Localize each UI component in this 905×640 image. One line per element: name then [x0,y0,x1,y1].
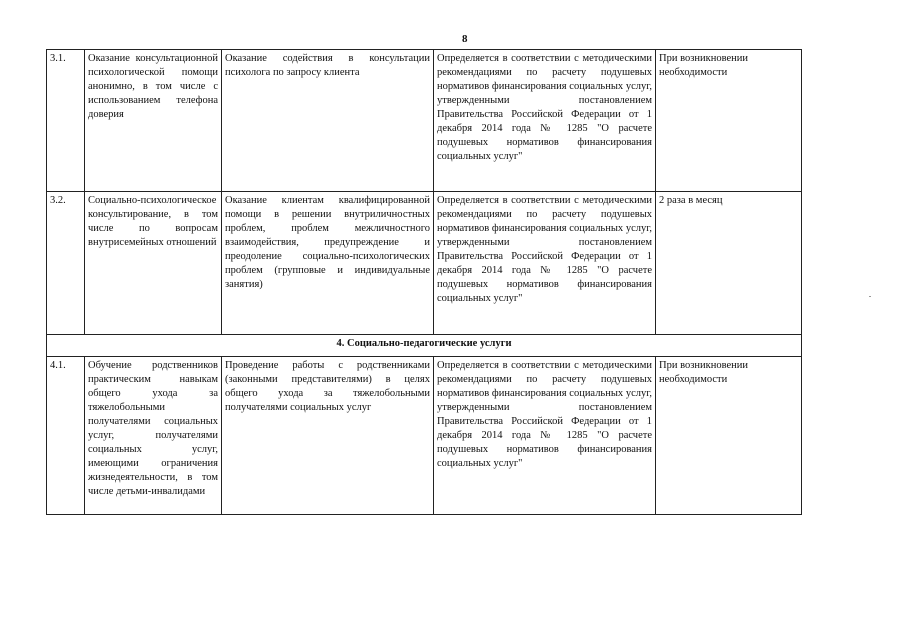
service-name: Оказание консультационной психологической помощи анонимно, в том числе с использованием телефона доверия [85,50,222,192]
service-period: При возникновении необходимости [656,357,802,515]
service-content: Оказание содействия в консультации психолога по запросу клиента [222,50,434,192]
service-content: Оказание клиентам квалифицированной помощи в решении внутриличностных проблем, проблем межличностного взаимодействия, предупреждение и преодоление социально-психологических проблем (групповые и индивидуальные занятия) [222,192,434,335]
row-number: 4.1. [47,357,85,515]
row-number: 3.1. [47,50,85,192]
service-norm: Определяется в соответствии с методическими рекомендациями по расчету подушевых нормативов финансирования социальных услуг, утвержденными постановлением Правительства Российской Федерации от 1 декабря 2014 года № 1285 "О расчете подушевых нормативов финансирования социальных услуг" [434,357,656,515]
social-services-table [46,49,802,515]
section-title: 4. Социально-педагогические услуги [47,335,802,357]
service-name: Обучение родственников практическим навыкам общего ухода за тяжелобольными получателями социальных услуг, получателями социальных услуг, имеющими ограничения жизнедеятельности, в том числе детьми-инвалидами [85,357,222,515]
service-norm: Определяется в соответствии с методическими рекомендациями по расчету подушевых нормативов финансирования социальных услуг, утвержденными постановлением Правительства Российской Федерации от 1 декабря 2014 года № 1285 "О расчете подушевых нормативов финансирования социальных услуг" [434,192,656,335]
table-row [47,192,802,335]
service-period: 2 раза в месяц [656,192,802,335]
service-content: Проведение работы с родственниками (законными представителями) в целях общего ухода за тяжелобольными получателями социальных услуг [222,357,434,515]
table-row [47,50,802,192]
section-header-row [47,335,802,357]
row-number: 3.2. [47,192,85,335]
scan-speck [869,296,871,297]
service-period: При возникновении необходимости [656,50,802,192]
table-row [47,357,802,515]
service-norm: Определяется в соответствии с методическими рекомендациями по расчету подушевых нормативов финансирования социальных услуг, утвержденными постановлением Правительства Российской Федерации от 1 декабря 2014 года № 1285 "О расчете подушевых нормативов финансирования социальных услуг" [434,50,656,192]
service-name: Социально-психологическое консультирование, в том числе по вопросам внутрисемейных отношений [85,192,222,335]
page-number: 8 [462,33,468,45]
